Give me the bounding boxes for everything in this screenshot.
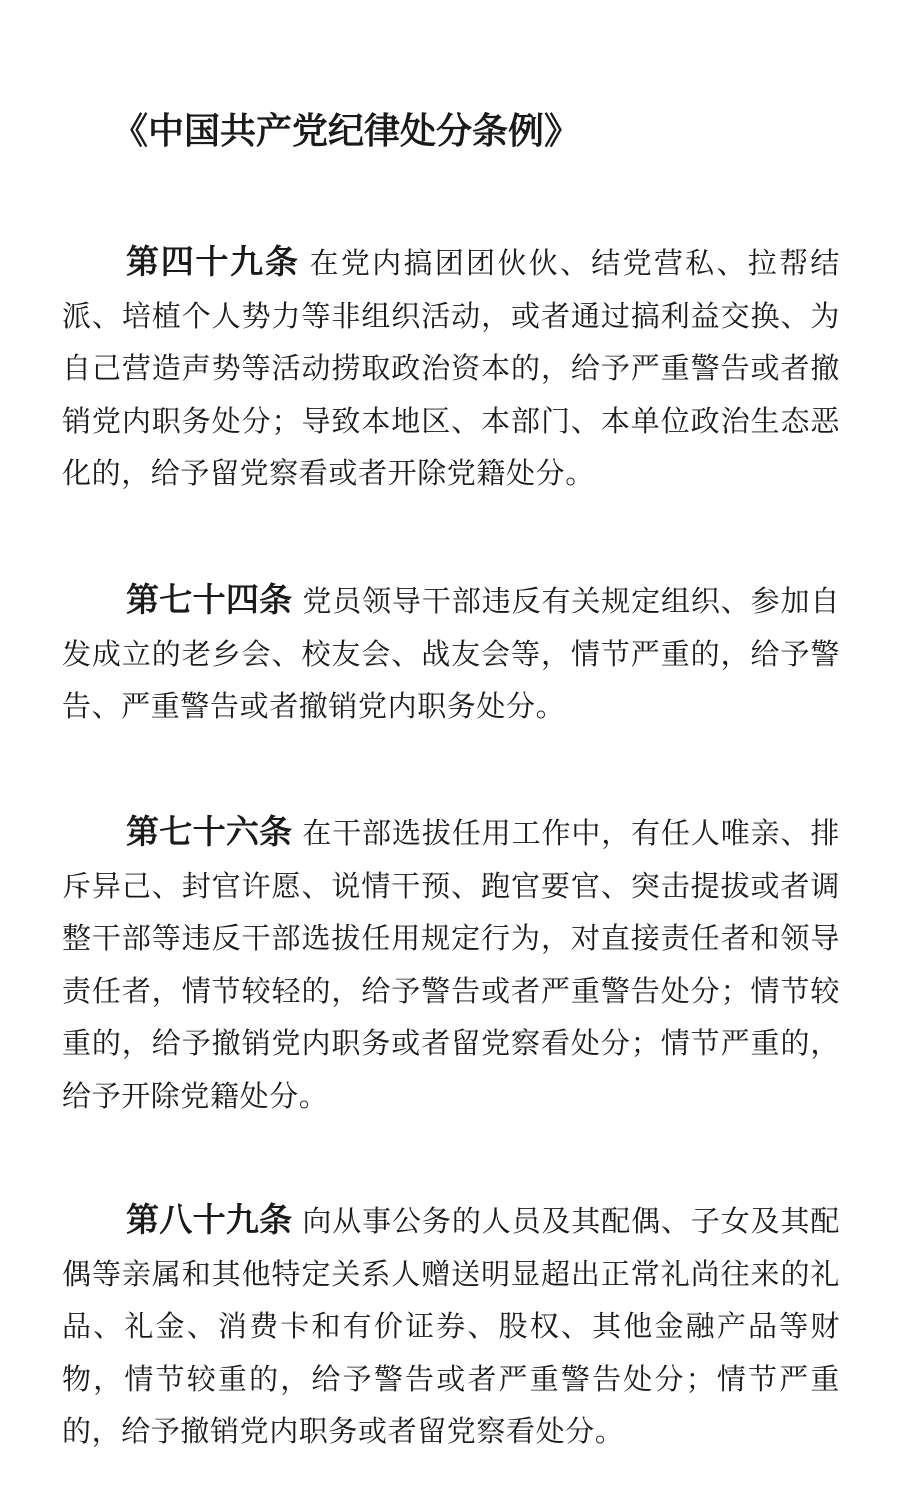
article-89 <box>62 1194 840 1458</box>
article-74 <box>62 574 840 733</box>
article-number: 第八十九条 <box>126 1200 293 1239</box>
article-number: 第七十四条 <box>126 580 293 619</box>
article-text: 党员领导干部违反有关规定组织、参加自发成立的老乡会、校友会、战友会等，情节严重的，给予警告、严重警告或者撤销党内职务处分。 <box>62 584 840 723</box>
article-number: 第四十九条 <box>126 242 300 281</box>
article-number: 第七十六条 <box>126 812 293 851</box>
article-text: 在党内搞团团伙伙、结党营私、拉帮结派、培植个人势力等非组织活动，或者通过搞利益交换、为自己营造声势等活动捞取政治资本的，给予严重警告或者撤销党内职务处分；导致本地区、本部门、本单位政治生态恶化的，给予留党察看或者开除党籍处分。 <box>62 246 841 490</box>
document-title: 《中国共产党纪律处分条例》 <box>112 111 581 152</box>
article-text: 向从事公务的人员及其配偶、子女及其配偶等亲属和其他特定关系人赠送明显超出正常礼尚往来的礼品、礼金、消费卡和有价证券、股权、其他金融产品等财物，情节较重的，给予警告或者严重警告处分；情节严重的，给予撤销党内职务或者留党察看处分。 <box>62 1204 840 1448</box>
article-76 <box>62 806 840 1122</box>
article-49 <box>62 236 840 500</box>
article-text: 在干部选拔任用工作中，有任人唯亲、排斥异己、封官许愿、说情干预、跑官要官、突击提拔或者调整干部等违反干部选拔任用规定行为，对直接责任者和领导责任者，情节较轻的，给予警告或者严重警告处分；情节较重的，给予撤销党内职务或者留党察看处分；情节严重的，给予开除党籍处分。 <box>62 816 840 1113</box>
